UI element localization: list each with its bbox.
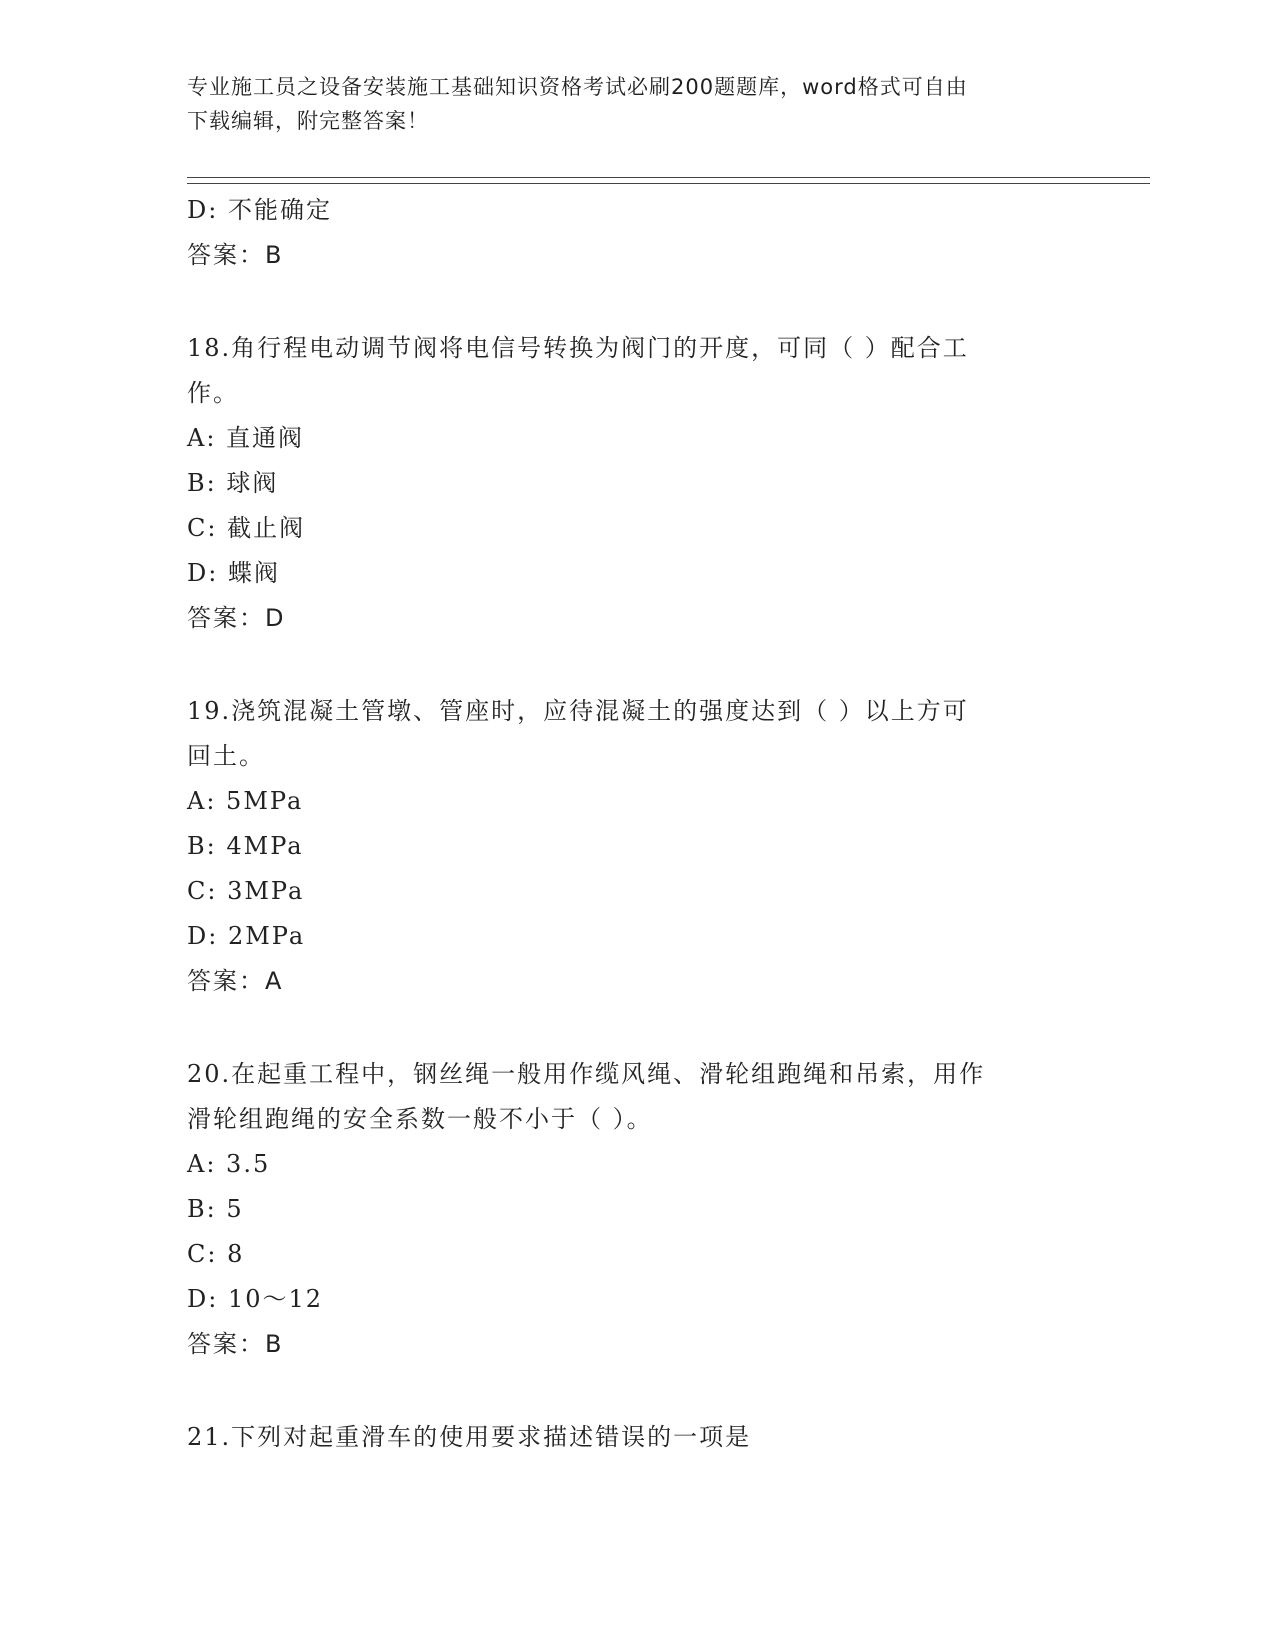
option-b: B: 球阀 [187,469,279,497]
option-d: D: 2MPa [187,922,306,950]
question-21 [187,1415,1087,1460]
option-b: B: 4MPa [187,832,304,860]
option-a: A: 直通阀 [187,424,305,452]
header-title-line-1: 专业施工员之设备安装施工基础知识资格考试必刷200题题库，word格式可自由 [187,75,968,99]
document-header [187,70,1087,138]
option-b: B: 5 [187,1195,244,1223]
question-18 [187,326,1087,641]
question-17-tail [187,188,1087,278]
spacer [187,1004,1087,1052]
option-d: D: 不能确定 [187,196,332,224]
spacer [187,1367,1087,1415]
question-stem-line-2: 回土。 [187,742,265,770]
header-title-line-2: 下载编辑，附完整答案！ [187,109,429,133]
answer: 答案：A [187,967,284,995]
option-a: A: 3.5 [187,1150,271,1178]
spacer [187,641,1087,689]
spacer [187,278,1087,326]
question-stem-line-1: 18.角行程电动调节阀将电信号转换为阀门的开度，可同（ ）配合工 [187,334,969,362]
question-stem-line-2: 滑轮组跑绳的安全系数一般不小于（ ）。 [187,1105,653,1133]
answer: 答案：D [187,604,286,632]
question-stem-line-2: 作。 [187,379,239,407]
option-c: C: 8 [187,1240,245,1268]
question-stem-line-1: 21.下列对起重滑车的使用要求描述错误的一项是 [187,1423,752,1451]
option-c: C: 3MPa [187,877,305,905]
answer: 答案：B [187,1330,284,1358]
header-divider-bottom [187,183,1150,184]
answer: 答案：B [187,241,284,269]
option-d: D: 10～12 [187,1285,324,1313]
question-stem-line-1: 19.浇筑混凝土管墩、管座时，应待混凝土的强度达到（ ）以上方可 [187,697,969,725]
option-c: C: 截止阀 [187,514,306,542]
option-d: D: 蝶阀 [187,559,280,587]
question-20 [187,1052,1087,1367]
question-stem-line-1: 20.在起重工程中，钢丝绳一般用作缆风绳、滑轮组跑绳和吊索，用作 [187,1060,986,1088]
option-a: A: 5MPa [187,787,304,815]
question-19 [187,689,1087,1004]
question-list [187,188,1087,1460]
header-divider-top [187,177,1150,178]
